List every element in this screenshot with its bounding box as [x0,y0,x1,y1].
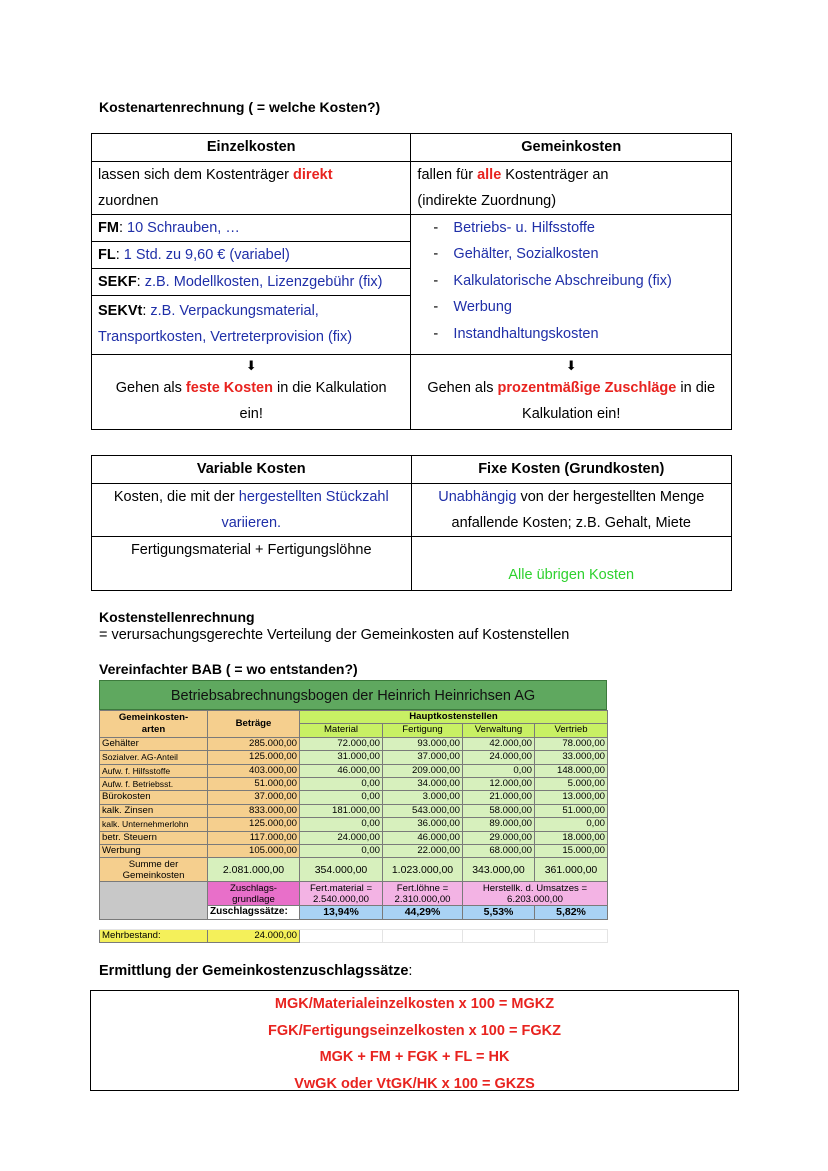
betrag-cell: 403.000,00 [208,764,300,777]
result-text: ein! [239,406,263,422]
desc-emphasis: alle [477,167,502,183]
gemeinkosten-header: Gemeinkosten [411,134,732,162]
material-cell: 24.000,00 [300,831,383,844]
result-emphasis: feste Kosten [185,380,273,396]
betrag-cell: 117.000,00 [208,831,300,844]
vertrieb-cell: 18.000,00 [535,831,608,844]
grundlage-fertigung: Fert.löhne = 2.310.000,00 [383,882,463,906]
kostenstellenrechnung-title: Kostenstellenrechnung [99,609,255,625]
formula-hk: MGK + FM + FGK + FL = HK [319,1049,510,1065]
fixe-example: Alle übrigen Kosten [411,537,731,591]
table-row [100,791,608,804]
bab-table [99,710,608,943]
material-cell: 0,00 [300,791,383,804]
fertigung-cell: 46.000,00 [383,831,463,844]
item-fm: FM: 10 Schrauben, … [92,215,410,242]
header-gemeinkostenarten: Gemeinkosten- arten [100,711,208,738]
kostenstellenrechnung-subtitle: = verursachungsgerechte Verteilung der Gemeinkosten auf Kostenstellen [99,627,570,643]
fertigung-cell: 209.000,00 [383,764,463,777]
result-text: in die Kalkulation [272,380,387,396]
desc-text: lassen sich dem Kostenträger [98,167,294,183]
variable-description: Kosten, die mit der hergestellten Stückzahl variieren. [92,484,412,537]
formula-fgkz: FGK/Fertigungseinzelkosten x 100 = FGKZ [268,1022,561,1039]
bab-spreadsheet [99,680,607,943]
gemeinkostenart-cell: kalk. Unternehmerlohn [100,818,208,831]
verwaltung-cell: 68.000,00 [463,845,535,858]
summe-fertigung: 1.023.000,00 [383,858,463,882]
table-row [100,831,608,844]
material-cell: 31.000,00 [300,751,383,764]
gemeinkosten-result [411,355,732,430]
item-sekvt: SEKVt: z.B. Verpackungsmaterial, Transportkosten, Vertreterprovision (fix) [98,303,353,345]
verwaltung-cell: 24.000,00 [463,751,535,764]
fertigung-cell: 36.000,00 [383,818,463,831]
betrag-cell: 125.000,00 [208,818,300,831]
material-cell: 0,00 [300,778,383,791]
mehrbestand-value: 24.000,00 [208,929,300,942]
desc-text: (indirekte Zuordnung) [417,193,557,209]
desc-text: zuordnen [98,193,159,209]
betrag-cell: 285.000,00 [208,737,300,750]
betrag-cell: 833.000,00 [208,804,300,817]
verwaltung-cell: 0,00 [463,764,535,777]
formula-box [90,990,739,1091]
gemeinkostenart-cell: betr. Steuern [100,831,208,844]
verwaltung-cell: 42.000,00 [463,737,535,750]
header-verwaltung: Verwaltung [463,724,535,737]
material-cell: 72.000,00 [300,737,383,750]
table-row [100,751,608,764]
gemeinkostenart-cell: Sozialver. AG-Anteil [100,751,208,764]
gemeinkosten-description [411,162,732,215]
result-text: Gehen als [427,380,498,396]
vertrieb-cell: 33.000,00 [535,751,608,764]
satz-material: 13,94% [300,906,383,919]
summe-verwaltung: 343.000,00 [463,858,535,882]
desc-emphasis: direkt [293,167,333,183]
gemeinkostenart-cell: kalk. Zinsen [100,804,208,817]
header-fertigung: Fertigung [383,724,463,737]
bab-spacer-row [100,919,608,929]
grundlage-herstellkosten: Herstellk. d. Umsatzes = 6.203.000,00 [463,882,608,906]
list-item: - Gehälter, Sozialkosten [427,241,725,267]
gemeinkostenart-cell: Gehälter [100,737,208,750]
fertigung-cell: 34.000,00 [383,778,463,791]
summe-material: 354.000,00 [300,858,383,882]
arrow-down-icon: ⬇ [565,358,577,373]
list-item: - Kalkulatorische Abschreibung (fix) [427,268,725,294]
einzelkosten-header: Einzelkosten [92,134,411,162]
grundlage-label: Zuschlags- grundlage [208,882,300,906]
gemeinkosten-list [417,215,725,347]
grundlage-spacer [100,882,208,919]
betrag-cell: 37.000,00 [208,791,300,804]
summe-vertrieb: 361.000,00 [535,858,608,882]
fertigung-cell: 37.000,00 [383,751,463,764]
empty-cell [463,929,535,942]
result-text: Kalkulation ein! [522,406,621,422]
saetze-label: Zuschlagssätze: [208,906,300,919]
vertrieb-cell: 78.000,00 [535,737,608,750]
material-cell: 46.000,00 [300,764,383,777]
vertrieb-cell: 15.000,00 [535,845,608,858]
fertigung-cell: 93.000,00 [383,737,463,750]
table-row [100,818,608,831]
satz-verwaltung: 5,53% [463,906,535,919]
fixe-description: Unabhängig von der hergestellten Menge anfallende Kosten; z.B. Gehalt, Miete [411,484,731,537]
gemeinkosten-list-cell [411,215,732,355]
bab-heading: Vereinfachter BAB ( = wo entstanden?) [99,661,358,677]
table-row [100,737,608,750]
empty-cell [300,929,383,942]
formula-gkzs: VwGK oder VtGK/HK x 100 = GKZS [294,1075,535,1092]
header-vertrieb: Vertrieb [535,724,608,737]
summe-betrag: 2.081.000,00 [208,858,300,882]
material-cell: 0,00 [300,818,383,831]
list-item: - Betriebs- u. Hilfsstoffe [427,215,725,241]
gemeinkostenart-cell: Werbung [100,845,208,858]
empty-cell [535,929,608,942]
mehrbestand-label: Mehrbestand: [100,929,208,942]
arrow-down-icon: ⬇ [245,358,257,373]
verwaltung-cell: 58.000,00 [463,804,535,817]
bab-title: Betriebsabrechnungsbogen der Heinrich Heinrichsen AG [99,680,607,710]
header-betraege: Beträge [208,711,300,738]
variable-fixe-table [91,455,732,591]
summe-label: Summe der Gemeinkosten [100,858,208,882]
result-emphasis: prozentmäßige Zuschläge [497,380,677,396]
list-item: - Werbung [427,294,725,320]
item-fl: FL: 1 Std. zu 9,60 € (variabel) [92,242,410,269]
einzel-gemein-table [91,133,732,430]
verwaltung-cell: 29.000,00 [463,831,535,844]
fertigung-cell: 3.000,00 [383,791,463,804]
fertigung-cell: 22.000,00 [383,845,463,858]
header-hauptkostenstellen: Hauptkostenstellen [300,711,608,724]
result-text: Gehen als [115,380,186,396]
verwaltung-cell: 21.000,00 [463,791,535,804]
fixe-kosten-header: Fixe Kosten (Grundkosten) [411,456,731,484]
variable-example: Fertigungsmaterial + Fertigungslöhne [92,537,412,591]
gemeinkostenart-cell: Aufw. f. Betriebsst. [100,778,208,791]
vertrieb-cell: 148.000,00 [535,764,608,777]
item-sekf: SEKF: z.B. Modellkosten, Lizenzgebühr (fix) [92,269,410,296]
gemeinkostenart-cell: Bürokosten [100,791,208,804]
betrag-cell: 125.000,00 [208,751,300,764]
material-cell: 0,00 [300,845,383,858]
header-material: Material [300,724,383,737]
grundlage-material: Fert.material = 2.540.000,00 [300,882,383,906]
verwaltung-cell: 12.000,00 [463,778,535,791]
vertrieb-cell: 51.000,00 [535,804,608,817]
material-cell: 181.000,00 [300,804,383,817]
einzelkosten-items [92,215,411,355]
vertrieb-cell: 0,00 [535,818,608,831]
verwaltung-cell: 89.000,00 [463,818,535,831]
betrag-cell: 51.000,00 [208,778,300,791]
vertrieb-cell: 5.000,00 [535,778,608,791]
einzelkosten-description [92,162,411,215]
desc-text: fallen für [417,167,478,183]
einzelkosten-result [92,355,411,430]
table-row [100,764,608,777]
table-row [100,778,608,791]
kostenartenrechnung-title: Kostenartenrechnung ( = welche Kosten?) [99,99,381,115]
table-row [100,804,608,817]
formula-mgkz: MGK/Materialeinzelkosten x 100 = MGKZ [274,996,555,1012]
table-row [100,845,608,858]
desc-text: Kostenträger an [501,167,609,183]
empty-cell [383,929,463,942]
gemeinkostenart-cell: Aufw. f. Hilfsstoffe [100,764,208,777]
vertrieb-cell: 13.000,00 [535,791,608,804]
fertigung-cell: 543.000,00 [383,804,463,817]
variable-kosten-header: Variable Kosten [92,456,412,484]
list-item: - Instandhaltungskosten [427,321,725,347]
betrag-cell: 105.000,00 [208,845,300,858]
ermittlung-title: Ermittlung der Gemeinkostenzuschlagssätze: [99,963,413,979]
satz-fertigung: 44,29% [383,906,463,919]
result-text: in die [676,380,716,396]
satz-vertrieb: 5,82% [535,906,608,919]
